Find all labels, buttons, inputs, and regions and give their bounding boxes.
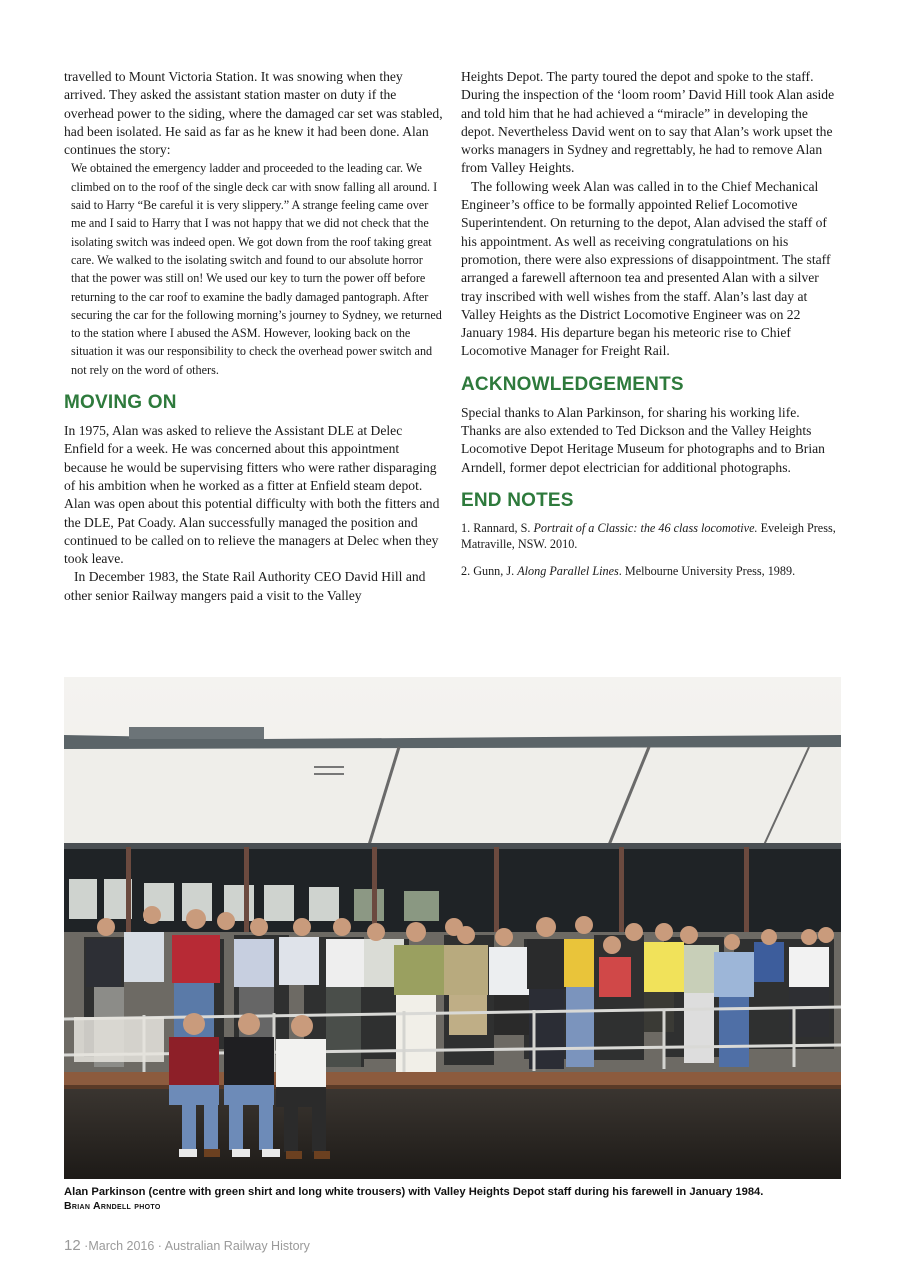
caption-text: Alan Parkinson (centre with green shirt and long white trousers) with Valley Heights Depot staff during his farewell in January 1984. bbox=[64, 1186, 764, 1198]
end-notes-list bbox=[461, 520, 841, 580]
left-column bbox=[64, 68, 444, 605]
end-note-1 bbox=[461, 520, 841, 553]
end-note-2 bbox=[461, 563, 841, 580]
group-photo-illustration bbox=[64, 677, 841, 1179]
body-paragraph: In 1975, Alan was asked to relieve the Assistant DLE at Delec Enfield for a week. He was concerned about this appointment because he would be supervising fitters who were rather disparaging of his ambition when he worked as a fitter at Enfield steam depot. Alan was open about this potential difficulty with both the fitters and the DLE, Pat Coady. Alan successfully managed the position and continued to be called on to relieve the managers at Delec when they took leave. bbox=[64, 423, 440, 567]
right-column bbox=[461, 68, 841, 589]
page-footer bbox=[64, 1237, 310, 1254]
body-paragraph: travelled to Mount Victoria Station. It was snowing when they arrived. They asked the assistant station master on duty if the overhead power to the siding, where the damaged car set was stabled, had been isolated. He said as far as he knew it had been done. Alan continues the story: bbox=[64, 69, 443, 158]
section-heading-acknowledgements: ACKNOWLEDGEMENTS bbox=[461, 373, 684, 395]
photo-caption bbox=[64, 1185, 854, 1213]
footer-text: ·March 2016 · Australian Railway History bbox=[80, 1239, 310, 1253]
end-note-2-suffix: . Melbourne University Press, 1989. bbox=[618, 563, 796, 578]
body-paragraph: In December 1983, the State Rail Authority CEO David Hill and other senior Railway mangers paid a visit to the Valley bbox=[64, 569, 426, 603]
end-note-1-suffix: Eveleigh Press, Matraville, NSW. 2010. bbox=[461, 520, 836, 552]
group-photo bbox=[64, 677, 841, 1179]
end-note-1-prefix: 1. Rannard, S. bbox=[461, 520, 534, 535]
page-number: 12 bbox=[64, 1237, 81, 1254]
section-heading-end-notes: END NOTES bbox=[461, 489, 574, 511]
body-paragraph: The following week Alan was called in to the Chief Mechanical Engineer’s office to be formally appointed Relief Locomotive Superintendent. On returning to the depot, Alan advised the staff of his appointment. As well as receiving congratulations on his promotion, there were also expressions of disappointment. The staff arranged a farewell afternoon tea and presented Alan with a silver tray inscribed with well wishes from the staff. Alan’s last day at Valley Heights as the District Locomotive Engineer was on 22 January 1984. His departure began his meteoric rise to Chief Locomotive Manager for Freight Rail. bbox=[461, 178, 831, 359]
section-heading-moving-on: MOVING ON bbox=[64, 392, 177, 414]
body-paragraph: Heights Depot. The party toured the depot and spoke to the staff. During the inspection of the ‘loom room’ David Hill took Alan aside and told him that he had achieved a “miracle” in developing the depot. Nevertheless David went on to say that Alan’s work upset the works managers in Sydney and regrettably, he had to remove Alan from Valley Heights. bbox=[461, 69, 835, 176]
end-note-1-title: Portrait of a Classic: the 46 class locomotive. bbox=[533, 520, 758, 535]
block-quote: We obtained the emergency ladder and proceeded to the leading car. We climbed on to the roof of the single deck car with snow falling all around. I said to Harry “Be careful it is very slippery.” A strange feeling came over me and I said to Harry that I was not happy that we did not check that the isolating switch was indeed open. We got down from the roof taking great care. We walked to the isolating switch and found to our absolute horror that the power was still on! We used our key to turn the power off before returning to the car roof to examine the badly damaged pantograph. After securing the car for the following morning’s journey to Sydney, we returned to the station where I abused the ASM. However, looking back on the situation it was our responsibility to check the overhead power switch and not rely on the word of others. bbox=[71, 161, 442, 377]
end-note-2-prefix: 2. Gunn, J. bbox=[461, 563, 518, 578]
acknowledgements-text: Special thanks to Alan Parkinson, for sharing his working life. Thanks are also extended to Ted Dickson and the Valley Heights Locomotive Depot Heritage Museum for photographs and to Brian Arndell, former depot electrician for additional photographs. bbox=[461, 404, 825, 475]
end-note-2-title: Along Parallel Lines bbox=[517, 563, 619, 578]
photo-credit: Brian Arndell photo bbox=[64, 1200, 161, 1212]
